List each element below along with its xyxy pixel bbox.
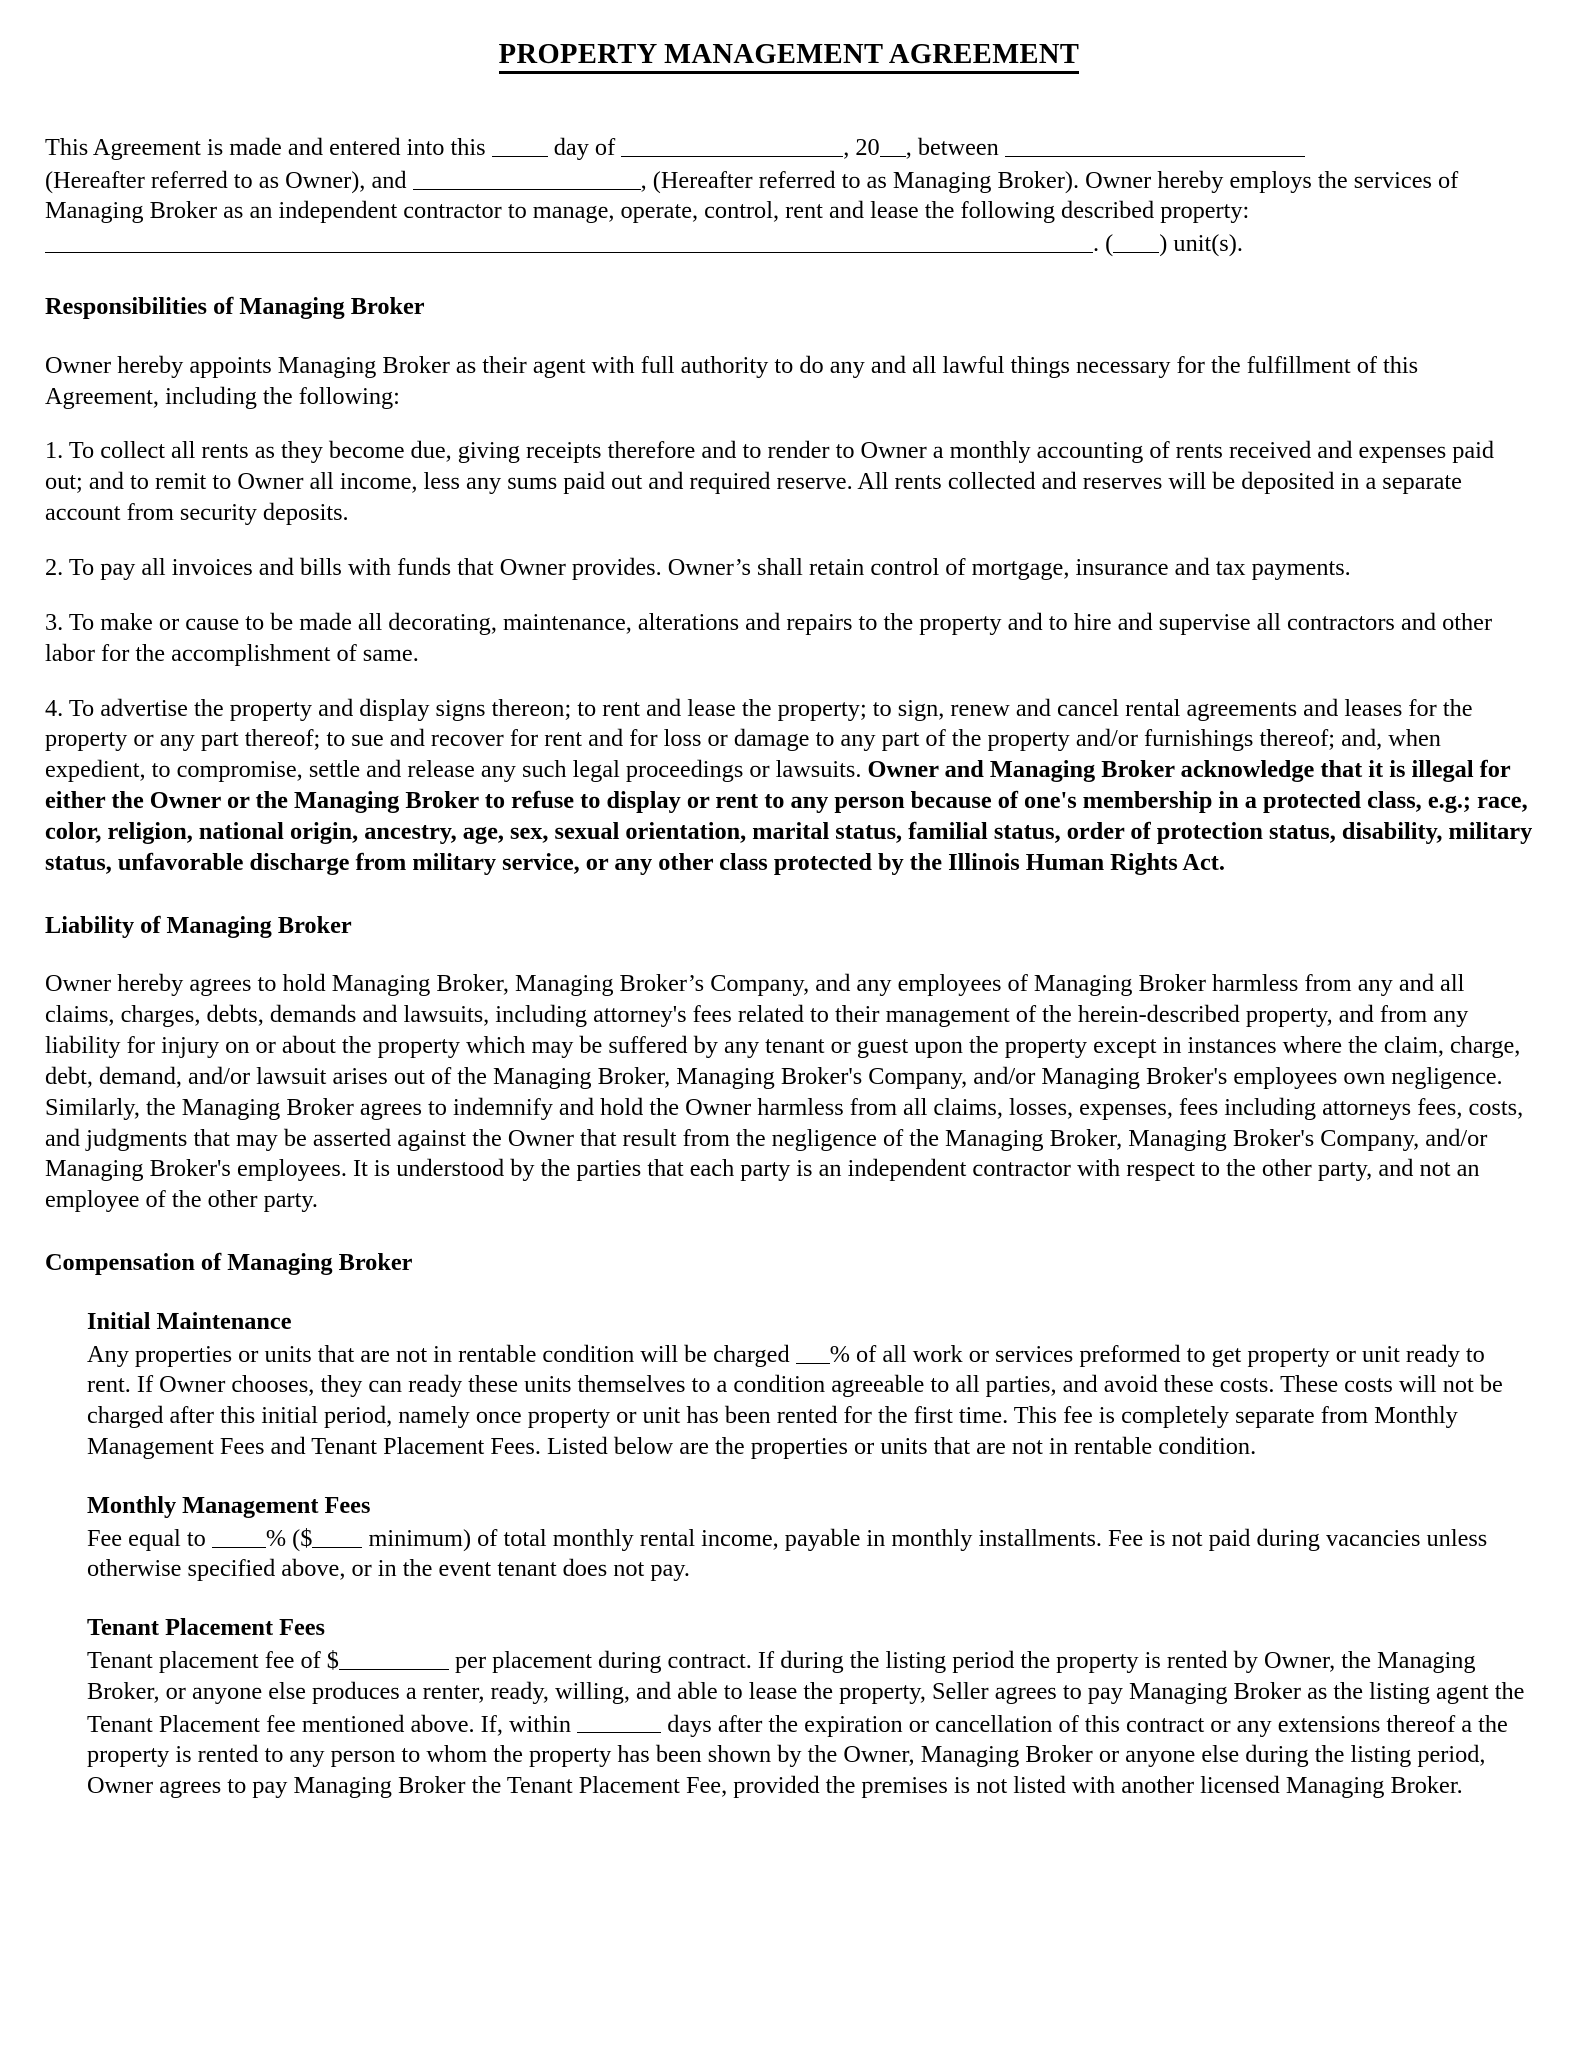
blank-units-count[interactable] — [1113, 227, 1159, 253]
responsibilities-lead: Owner hereby appoints Managing Broker as their agent with full authority to do any and all lawful things necessary for the fulfillment of this Agreement, including the following: — [45, 351, 1419, 410]
initial-maintenance-body — [87, 1338, 1533, 1463]
spacer — [45, 670, 1533, 694]
spacer — [45, 529, 1533, 553]
blank-month[interactable] — [621, 131, 843, 157]
subsection-heading-monthly-management-fees: Monthly Management Fees — [87, 1492, 371, 1519]
responsibility-item-3: 3. To make or cause to be made all decorating, maintenance, alterations and repairs to the property and to hire and supervise all contractors and other labor for the accomplishment of same. — [45, 608, 1493, 667]
intro-line2-b: , (Hereafter referred to as Managing Broker). Owner hereby employs the services of Managing Broker as an independent contractor to manage, operate, control, rent and lease the following described property: — [45, 166, 1459, 225]
initial-maintenance-text-a: Any properties or units that are not in rentable condition will be charged — [87, 1340, 796, 1368]
intro-line3-b: ) unit(s). — [1159, 230, 1243, 258]
blank-monthly-fee-minimum[interactable] — [312, 1522, 362, 1548]
intro-line1-d: , between — [905, 133, 1005, 161]
intro-line1-c: , 20 — [843, 133, 880, 161]
monthly-fee-text-a: Fee equal to — [87, 1524, 212, 1552]
item-4-normal-text: 4. To advertise the property and display signs thereon; to rent and lease the property; to sign, renew and cancel rental agreements and leases for the property or any part thereof; to sue and recover for rent and for loss or damage to any part of the property and/or furnishings thereof; and, when expedient, to compromise, settle and release any such legal proceedings or lawsuits. — [45, 694, 1473, 784]
spacer — [45, 879, 1533, 911]
spacer — [45, 260, 1533, 292]
spacer — [45, 323, 1533, 351]
section-heading-responsibilities: Responsibilities of Managing Broker — [45, 292, 425, 320]
tenant-placement-fees-body — [87, 1644, 1533, 1802]
section-heading-compensation: Compensation of Managing Broker — [45, 1249, 413, 1277]
blank-tenant-placement-days[interactable] — [577, 1708, 661, 1734]
page-title — [45, 38, 1533, 72]
liability-body: Owner hereby agrees to hold Managing Broker, Managing Broker’s Company, and any employees of Managing Broker harmless from any and all claims, charges, debts, demands and lawsuits, including attorney's fees related to their management of the herein-described property, and from any liability for injury on or about the property which may be suffered by any tenant or guest upon the property except in instances where the claim, charge, debt, demand, and/or lawsuit arises out of the Managing Broker, Managing Broker's Company, and/or Managing Broker's employees own negligence. Similarly, the Managing Broker agrees to indemnify and hold the Owner harmless from all claims, losses, expenses, fees including attorneys fees, costs, and judgments that may be asserted against the Owner that result from the negligence of the Managing Broker, Managing Broker's Company, and/or Managing Broker's employees. It is understood by the parties that each party is an independent contractor with respect to the other party, and not an employee of the other party. — [45, 970, 1524, 1214]
monthly-management-fees-body — [87, 1522, 1533, 1585]
responsibility-item-4 — [45, 694, 1533, 879]
blank-year[interactable] — [880, 131, 906, 157]
intro-line2-a: (Hereafter referred to as Owner), and — [45, 166, 413, 194]
tenant-placement-text-a: Tenant placement fee of $ — [87, 1646, 339, 1674]
spacer — [45, 941, 1533, 969]
spacer — [45, 72, 1533, 104]
spacer — [45, 1279, 1533, 1307]
responsibility-item-1: 1. To collect all rents as they become due, giving receipts therefore and to render to Owner a monthly accounting of rents received and expenses paid out; and to remit to Owner all income, less any sums paid out and required reserve. All rents collected and reserves will be deposited in a separate account from security deposits. — [45, 437, 1495, 527]
tenant-placement-text-b: per placement during contract. If during the listing period the property is rented by Owner, the Managing Broker, or anyone else produces a renter, ready, willing, and able to lease the property, Seller agrees to pay Managing Broker as the listing agent the Tenant Placement fee mentioned above. If, within — [87, 1646, 1525, 1738]
monthly-fee-text-c: minimum) of total monthly rental income, payable in monthly installments. Fee is not paid during vacancies unless otherwise specified above, or in the event tenant does not pay. — [87, 1524, 1488, 1583]
blank-monthly-fee-percent[interactable] — [212, 1522, 266, 1548]
spacer — [45, 1585, 1533, 1613]
intro-line1-a: This Agreement is made and entered into this — [45, 133, 492, 161]
intro-line3-a: . ( — [1093, 230, 1114, 258]
spacer — [45, 584, 1533, 608]
blank-tenant-placement-amount[interactable] — [339, 1644, 449, 1670]
page-title-text: PROPERTY MANAGEMENT AGREEMENT — [499, 39, 1080, 74]
subsection-initial-maintenance — [87, 1307, 1533, 1463]
intro-line1-b: day of — [547, 133, 622, 161]
spacer — [45, 1463, 1533, 1491]
section-heading-liability: Liability of Managing Broker — [45, 911, 352, 939]
blank-initial-maintenance-percent[interactable] — [796, 1338, 830, 1364]
subsection-tenant-placement-fees — [87, 1613, 1533, 1802]
blank-broker-name[interactable] — [413, 164, 641, 190]
monthly-fee-text-b: % ($ — [265, 1524, 313, 1552]
blank-owner-name[interactable] — [1005, 131, 1305, 157]
responsibility-item-2: 2. To pay all invoices and bills with funds that Owner provides. Owner’s shall retain control of mortgage, insurance and tax payments. — [45, 553, 1351, 581]
subsection-monthly-management-fees — [87, 1491, 1533, 1585]
spacer — [45, 1216, 1533, 1248]
subsection-heading-tenant-placement-fees: Tenant Placement Fees — [87, 1614, 325, 1642]
spacer — [45, 412, 1533, 436]
tenant-placement-text-c: days after the expiration or cancellation of this contract or any extensions thereof a the property is rented to any person to whom the property has been shown by the Owner, Managing Broker or anyone else during the listing period, Owner agrees to pay Managing Broker the Tenant Placement Fee, provided the premises is not listed with another licensed Managing Broker. — [87, 1710, 1508, 1800]
initial-maintenance-text-b: % of all work or services preformed to get property or unit ready to rent. If Owner chooses, they can ready these units themselves to a condition agreeable to all parties, and avoid these costs. These costs will not be charged after this initial period, namely once property or unit has been rented for the first time. This fee is completely separate from Monthly Management Fees and Tenant Placement Fees. Listed below are the properties or units that are not in rentable condition. — [87, 1340, 1503, 1461]
subsection-heading-initial-maintenance: Initial Maintenance — [87, 1308, 292, 1335]
intro-paragraph — [45, 131, 1533, 260]
item-4-fair-housing-notice: Owner and Managing Broker acknowledge that it is illegal for either the Owner or the Managing Broker to refuse to display or rent to any person because of one's membership in a protected class, e.g.; race, color, religion, national origin, ancestry, age, sex, sexual orientation, marital status, familial status, order of protection status, disability, military status, unfavorable discharge from military service, or any other class protected by the Illinois Human Rights Act. — [45, 756, 1533, 876]
blank-day[interactable] — [492, 131, 548, 157]
blank-property-description[interactable] — [45, 227, 1093, 253]
